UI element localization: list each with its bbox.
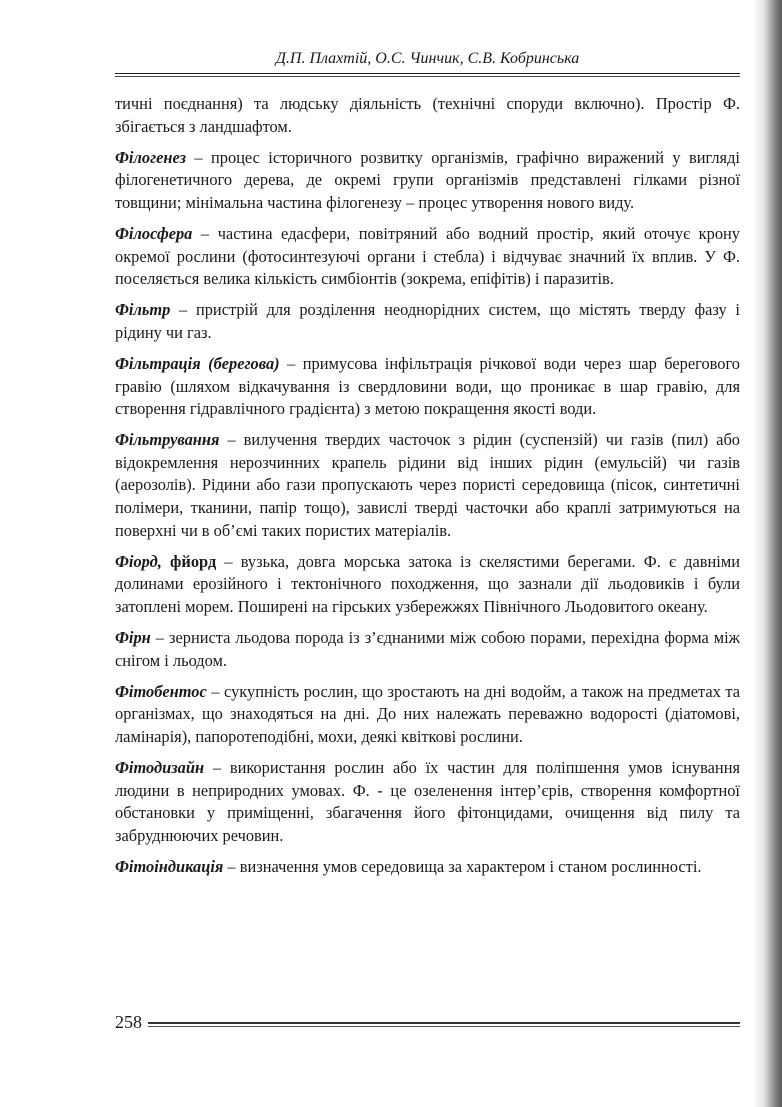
entry-definition: – вилучення твердих часточок з рідин (суспензій) чи газів (пил) або відокремлення нерозчинних крапель рідини від інших рідин (емульсій) чи газів (аерозолів). Рідини або гази пропускають через пористі середовища (пісок, синтетичні полімери, тканини, папір тощо), завислі тверді часточки або краплі затримуються на поверхні чи в об’ємі таких пористих матеріалів. [115, 430, 740, 540]
entry-definition: – сукупність рослин, що зростають на дні водойм, а також на предметах та організмах, що знаходяться на дні. До них належать переважно водорості (діатомові, ламінарія), папоротеподібні, мохи, деякі квіткові рослини. [115, 681, 740, 746]
entry-term: Фільтр [115, 300, 171, 320]
entry-term-variant: фйорд [161, 551, 217, 571]
entry-term: Фітодизайн [115, 757, 205, 777]
entry-term: Фітоіндикація [115, 856, 224, 876]
dictionary-entry [115, 551, 740, 619]
continuation-paragraph: тичні поєднання) та людську діяльність (технічні споруди включно). Простір Ф. збігається з ландшафтом. [115, 94, 740, 136]
dictionary-entry [115, 147, 740, 215]
dictionary-entry [115, 856, 740, 879]
entry-term: Фільтрування [115, 430, 220, 450]
footer-rule [148, 1022, 740, 1027]
header-rule [115, 73, 740, 77]
running-header: Д.П. Плахтій, О.С. Чинчик, С.В. Кобринська [275, 50, 580, 67]
entry-definition: – пристрій для розділення неоднорідних систем, що містять тверду фазу і рідину чи газ. [115, 300, 740, 342]
entry-definition: – процес історичного розвитку організмів, графічно виражений у вигляді філогенетичного дерева, де окремі групи організмів представлені гілками різної товщини; мінімальна частина філогенезу – процес утворення нового виду. [115, 147, 740, 212]
entry-term: Фільтрація (берегова) [115, 353, 280, 373]
dictionary-entry [115, 757, 740, 847]
entry-term: Філосфера [115, 223, 193, 243]
dictionary-entry [115, 681, 740, 749]
dictionary-entry [115, 429, 740, 542]
entry-definition: – частина едасфери, повітряний або водний простір, який оточує крону окремої рослини (фотосинтезуючі органи і стебла) і відчуває значний їх вплив. У Ф. поселяється велика кількість симбіонтів (зокрема, епіфітів) і паразитів. [115, 223, 740, 289]
page-number: 258 [115, 1012, 142, 1032]
entry-definition: – вузька, довга морська затока із скелястими берегами. Ф. є давніми долинами ерозійного і тектонічного походження, що зазнали дії льодовиків і були затоплені морем. Поширені на гірських узбережжях Північного Льодовитого океану. [115, 551, 740, 616]
dictionary-entry [115, 627, 740, 672]
dictionary-text [115, 93, 740, 887]
entry-definition: – визначення умов середовища за характером і станом рослинності. [223, 856, 702, 876]
dictionary-entry [115, 353, 740, 421]
dictionary-entry [115, 299, 740, 344]
page-edge-shadow [752, 0, 782, 1107]
dictionary-entry [115, 223, 740, 291]
entry-term: Фірн [115, 627, 151, 647]
page-footer [115, 1012, 740, 1032]
entry-definition: – використання рослин або їх частин для поліпшення умов існування людини в неприродних умовах. Ф. - це озеленення інтер’єрів, створення комфортної обстановки у приміщенні, збагачення його фітонцидами, очищення від пилу та забруднюючих речовин. [115, 757, 740, 845]
entry-definition: – примусова інфільтрація річкової води через шар берегового гравію (шляхом відкачування із свердловини води, що проникає в шар гравію, для створення гідравлічного градієнта) з метою покращення якості води. [115, 353, 740, 419]
entry-term: Фіорд, [115, 551, 162, 571]
entry-term: Фітобентос [115, 681, 207, 701]
entry-definition: – зерниста льодова порода із з’єднаними між собою порами, перехідна форма між снігом і льодом. [115, 627, 740, 670]
entry-term: Філогенез [115, 147, 186, 167]
